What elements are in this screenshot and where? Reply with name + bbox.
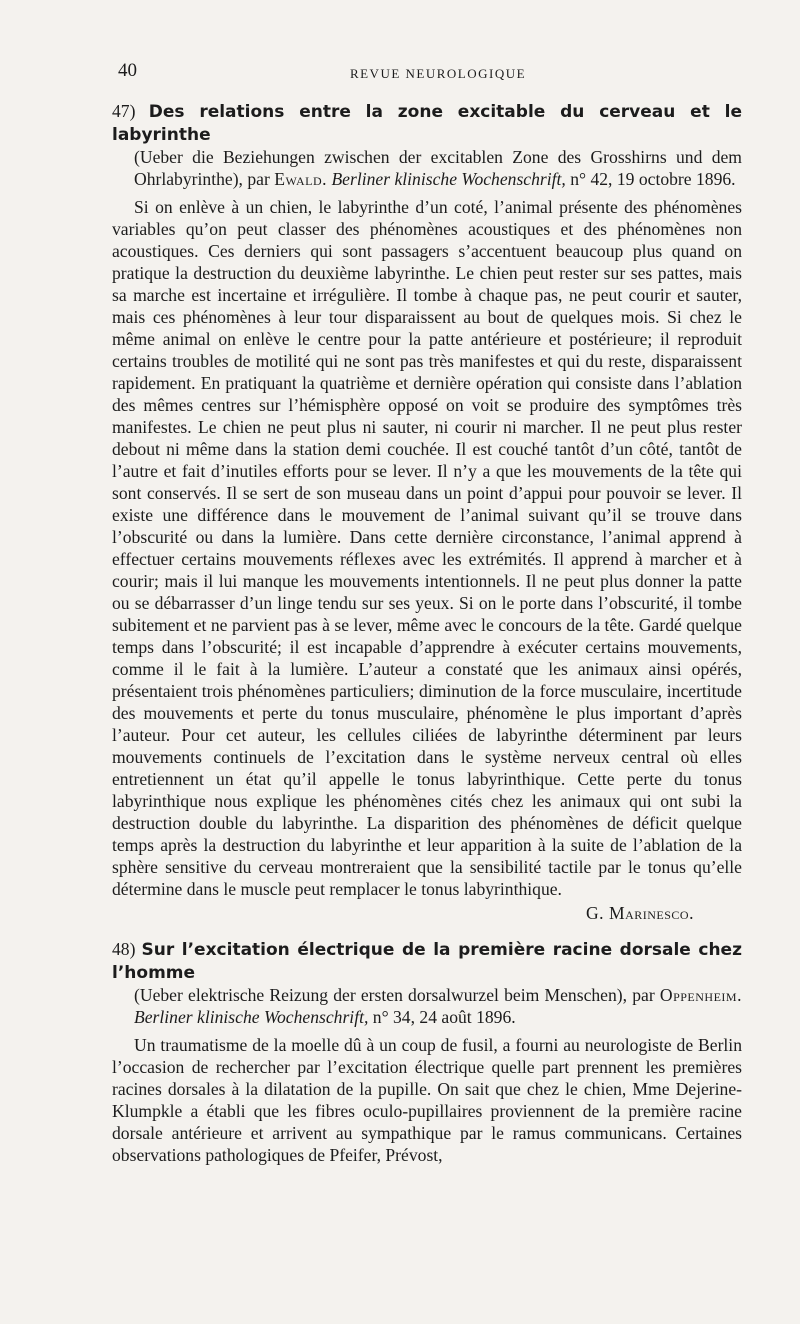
entry-body: Un traumatisme de la moelle dû à un coup de fusil, a fourni au neurologiste de Berlin l’occasion de rechercher par l’excitation électrique quelle part prennent les premières racines dorsales à la dilatation de la pupille. On sait que chez le chien, Mme Dejerine-Klumpkle a établi que les fibres oculo-pupillaires proviennent de la première racine dorsale antérieure et arrivent au sympathique par le ramus communicans. Certaines observations pathologiques de Pfeifer, Prévost,: [112, 1035, 742, 1165]
entry-journal: Berliner klinische Wochenschrift,: [134, 1007, 369, 1027]
entry-author: Oppenheim.: [659, 985, 742, 1005]
entry-title: Sur l’excitation électrique de la première racine dorsale chez l’homme: [112, 940, 742, 983]
entry-issue: n° 42, 19 octobre 1896.: [570, 169, 736, 189]
entry-body: Si on enlève à un chien, le labyrinthe d’un coté, l’animal présente des phénomènes variables qu’on peut classer des phénomènes acoustiques et des phénomènes non acoustiques. Ces derniers qui sont passagers s’accentuent beaucoup plus quand on pratique la destruction du deuxième labyrinthe. Le chien peut rester sur ses pattes, mais sa marche est incertaine et irrégulière. Il tombe à chaque pas, ne peut courir et sauter, mais ces phénomènes à leur tour disparaissent au bout de quelques mois. Si chez le même animal on enlève le centre pour la patte antérieure et postérieure; il reproduit certains troubles de motilité qui ne sont pas très manifestes et qui du reste, disparaissent rapidement. En pratiquant la quatrième et dernière opération qui consiste dans l’ablation des mêmes centres sur l’hémisphère opposé on voit se produire des symptômes très manifestes. Le chien ne peut plus ni sauter, ni courir ni marcher. Il ne peut plus rester debout ni même dans la station demi couchée. Il est couché tantôt d’un côté, tantôt de l’autre et fait d’inutiles efforts pour se lever. Il n’y a que les mouvements de la tête qui sont conservés. Il se sert de son museau dans un point d’appui pour pouvoir se lever. Il existe une différence dans le mouvement de l’animal suivant qu’il se trouve dans l’obscurité ou dans la lumière. Dans cette dernière circonstance, l’animal apprend à effectuer certains mouvements réflexes avec les extrémités. Il apprend à marcher et à courir; mais il lui manque les mouvements intentionnels. Il ne peut plus donner la patte ou se débarrasser d’un linge tendu sur ses yeux. Si on le porte dans l’obscurité, il tombe subitement et ne parvient pas à se lever, même avec le concours de la tête. Gardé quelque temps dans l’obscurité; il est incapable d’apprendre à exécuter certains mouvements, comme il le fait à la lumière. L’auteur a constaté que les animaux ainsi opérés, présentaient trois phénomènes particuliers; diminution de la force musculaire, incertitude des mouvements et perte du tonus musculaire, phénomène le plus important d’après l’auteur. Pour cet auteur, les cellules ciliées de labyrinthe déterminent par leurs mouvements continuels de l’excitation dans le système nerveux central où elles entretiennent un état qu’il appelle le tonus labyrinthique. Cette perte du tonus labyrinthique nous explique les phénomènes cités chez les animaux qui ont subi la destruction double du labyrinthe. La disparition des phénomènes de déficit quelque temps après la destruction du labyrinthe et leur apparition à la suite de l’ablation de la sphère sensitive du cerveau montreraient que la sensibilité tactile par le tonus qu’elle détermine dans le muscle peut remplacer le tonus labyrinthique.: [112, 197, 742, 899]
entry-subtitle: (Ueber die Beziehungen zwischen der excitablen Zone des Grosshirns und dem Ohrlabyrinthe), par: [134, 147, 742, 189]
entry-number: 48): [112, 939, 136, 959]
entry-title: Des relations entre la zone excitable du cerveau et le labyrinthe: [112, 102, 742, 145]
entry-citation: [112, 984, 742, 1028]
entry-heading: [112, 938, 742, 1028]
running-head: REVUE NEUROLOGIQUE: [349, 66, 527, 81]
entry-subtitle: (Ueber elektrische Reizung der ersten dorsalwurzel beim Menschen), par: [134, 985, 655, 1005]
abstract-entry-48: [112, 938, 742, 1166]
abstract-entry-47: [112, 100, 742, 924]
entry-issue: n° 34, 24 août 1896.: [372, 1007, 516, 1027]
entry-author: Ewald.: [274, 169, 328, 189]
entry-number: 47): [112, 101, 136, 121]
main-content: [112, 100, 742, 1166]
entry-journal: Berliner klinische Wochenschrift,: [331, 169, 566, 189]
entry-citation: [112, 146, 742, 190]
page-number: 40: [118, 60, 137, 81]
entry-signature: G. Marinesco.: [585, 903, 694, 923]
entry-heading: [112, 100, 742, 190]
page-header: [118, 60, 758, 90]
